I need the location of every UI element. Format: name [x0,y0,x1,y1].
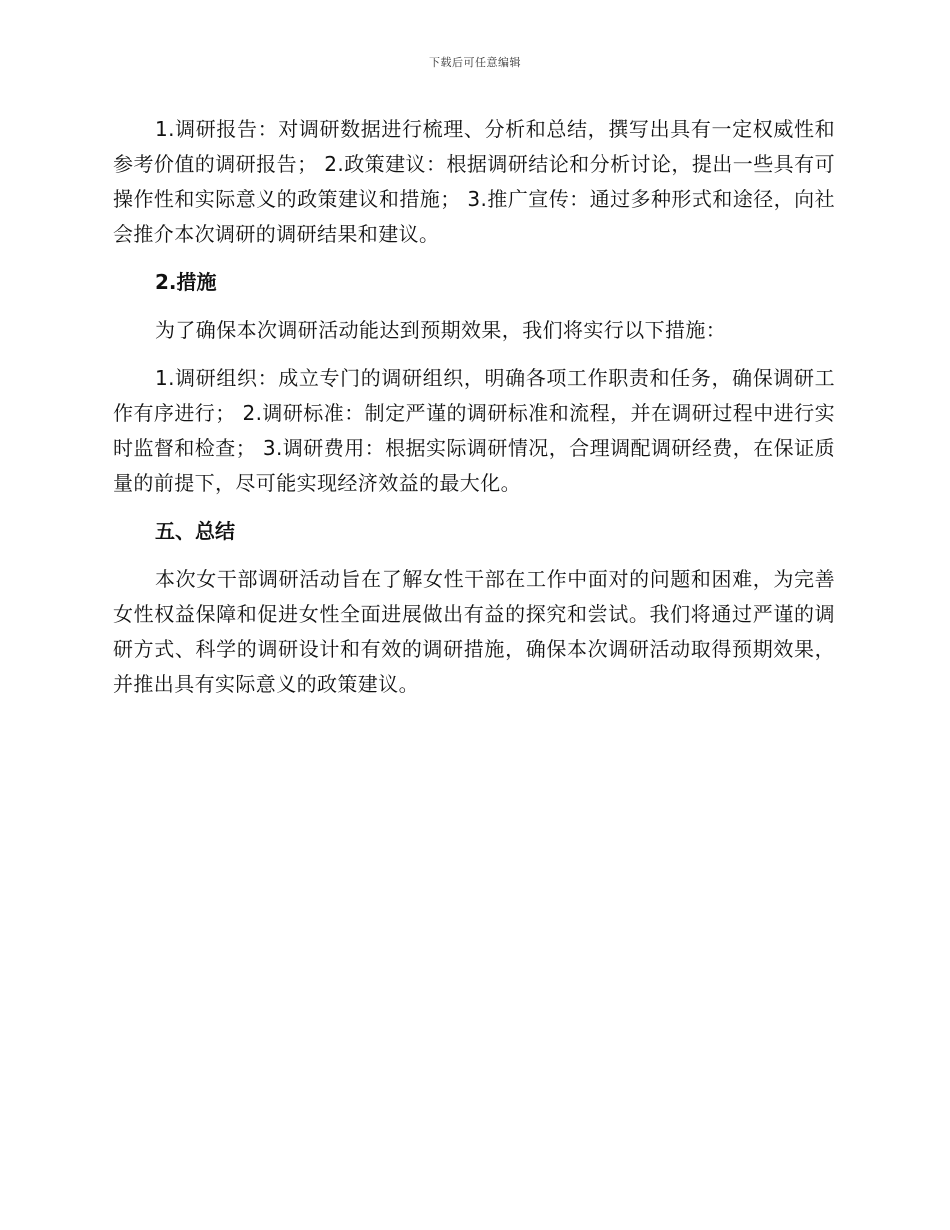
paragraph-measures-list: 1.调研组织：成立专门的调研组织，明确各项工作职责和任务，确保调研工作有序进行； 2.调研标准：制定严谨的调研标准和流程，并在调研过程中进行实时监督和检查； 3.调研费用：根据实际调研情况，合理调配调研经费，在保证质量的前提下，尽可能实现经济效益的最大化。 [113,366,835,495]
paragraph-outputs: 1.调研报告：对调研数据进行梳理、分析和总结，撰写出具有一定权威性和参考价值的调研报告； 2.政策建议：根据调研结论和分析讨论，提出一些具有可操作性和实际意义的政策建议和措施； 3.推广宣传：通过多种形式和途径，向社会推介本次调研的调研结果和建议。 [113,117,835,246]
page-header: 下载后可任意编辑 [429,56,521,69]
paragraph-measures-intro: 为了确保本次调研活动能达到预期效果，我们将实行以下措施： [155,318,727,342]
paragraph-summary: 本次女干部调研活动旨在了解女性干部在工作中面对的问题和困难，为完善女性权益保障和促进女性全面进展做出有益的探究和尝试。我们将通过严谨的调研方式、科学的调研设计和有效的调研措施，确保本次调研活动取得预期效果，并推出具有实际意义的政策建议。 [113,567,835,696]
heading-measures: 2.措施 [155,270,217,294]
document-body [113,112,835,715]
heading-summary: 五、总结 [155,519,235,543]
